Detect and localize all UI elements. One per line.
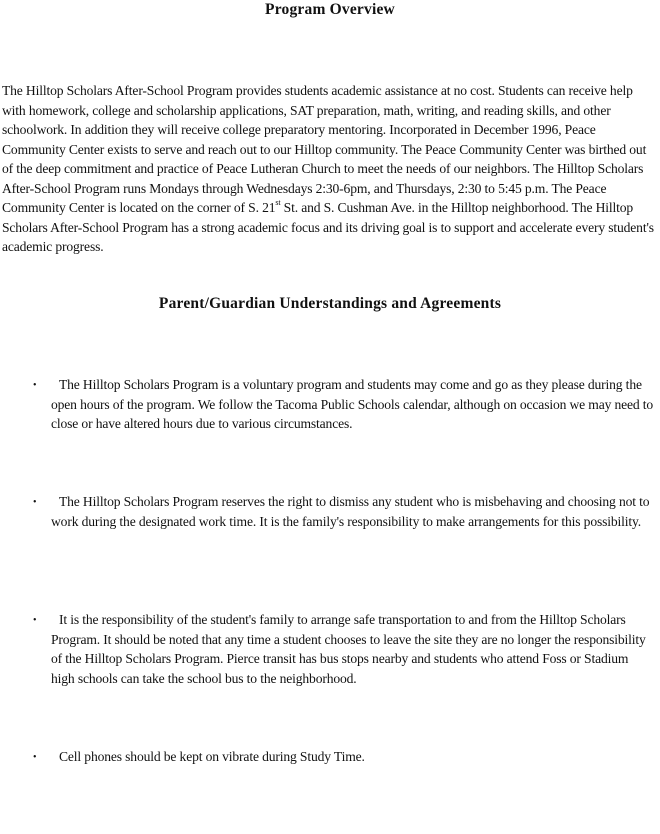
agreement-item-dismissal [33,492,655,531]
bullet-icon: • [33,380,37,391]
overview-text-part-2: St. and S. Cushman Ave. in the Hilltop neighborhood. The Hilltop Scholars After-School Program has a strong academic focus and its driving goal is to support and accelerate every student's academic progress. [2,200,654,254]
agreement-text: Cell phones should be kept on vibrate during Study Time. [59,749,365,764]
agreement-item-voluntary [33,375,655,434]
agreement-text: The Hilltop Scholars Program reserves the right to dismiss any student who is misbehaving and choosing not to work during the designated work time. It is the family's responsibility to make arrangements for this possibility. [51,494,650,529]
bullet-icon: • [33,615,37,626]
agreements-heading: Parent/Guardian Understandings and Agreements [158,295,502,312]
agreement-item-cell-phones [33,747,655,767]
ordinal-suffix: st [275,198,281,208]
program-overview-paragraph [2,81,658,257]
program-overview-heading: Program Overview [265,1,395,18]
agreement-text: It is the responsibility of the student's family to arrange safe transportation to and from the Hilltop Scholars Program. It should be noted that any time a student chooses to leave the site they are no longer the responsibility of the Hilltop Scholars Program. Pierce transit has bus stops nearby and students who attend Foss or Stadium high schools can take the school bus to the neighborhood. [51,612,646,686]
bullet-icon: • [33,497,37,508]
overview-text-part-1: The Hilltop Scholars After-School Program provides students academic assistance at no cost. Students can receive help with homework, college and scholarship applications, SAT preparation, math, writing, and reading skills, and other schoolwork. In addition they will receive college preparatory mentoring. Incorporated in December 1996, Peace Community Center exists to serve and reach out to our Hilltop community. The Peace Community Center was birthed out of the deep commitment and practice of Peace Lutheran Church to meet the needs of our neighbors. The Hilltop Scholars After-School Program runs Mondays through Wednesdays 2:30-6pm, and Thursdays, 2:30 to 5:45 p.m. The Peace Community Center is located on the corner of S. 21 [2,83,647,215]
bullet-icon: • [33,752,37,763]
agreement-text: The Hilltop Scholars Program is a voluntary program and students may come and go as they please during the open hours of the program. We follow the Tacoma Public Schools calendar, although on occasion we may need to close or have altered hours due to various circumstances. [51,377,654,431]
agreement-item-transportation [33,610,655,688]
